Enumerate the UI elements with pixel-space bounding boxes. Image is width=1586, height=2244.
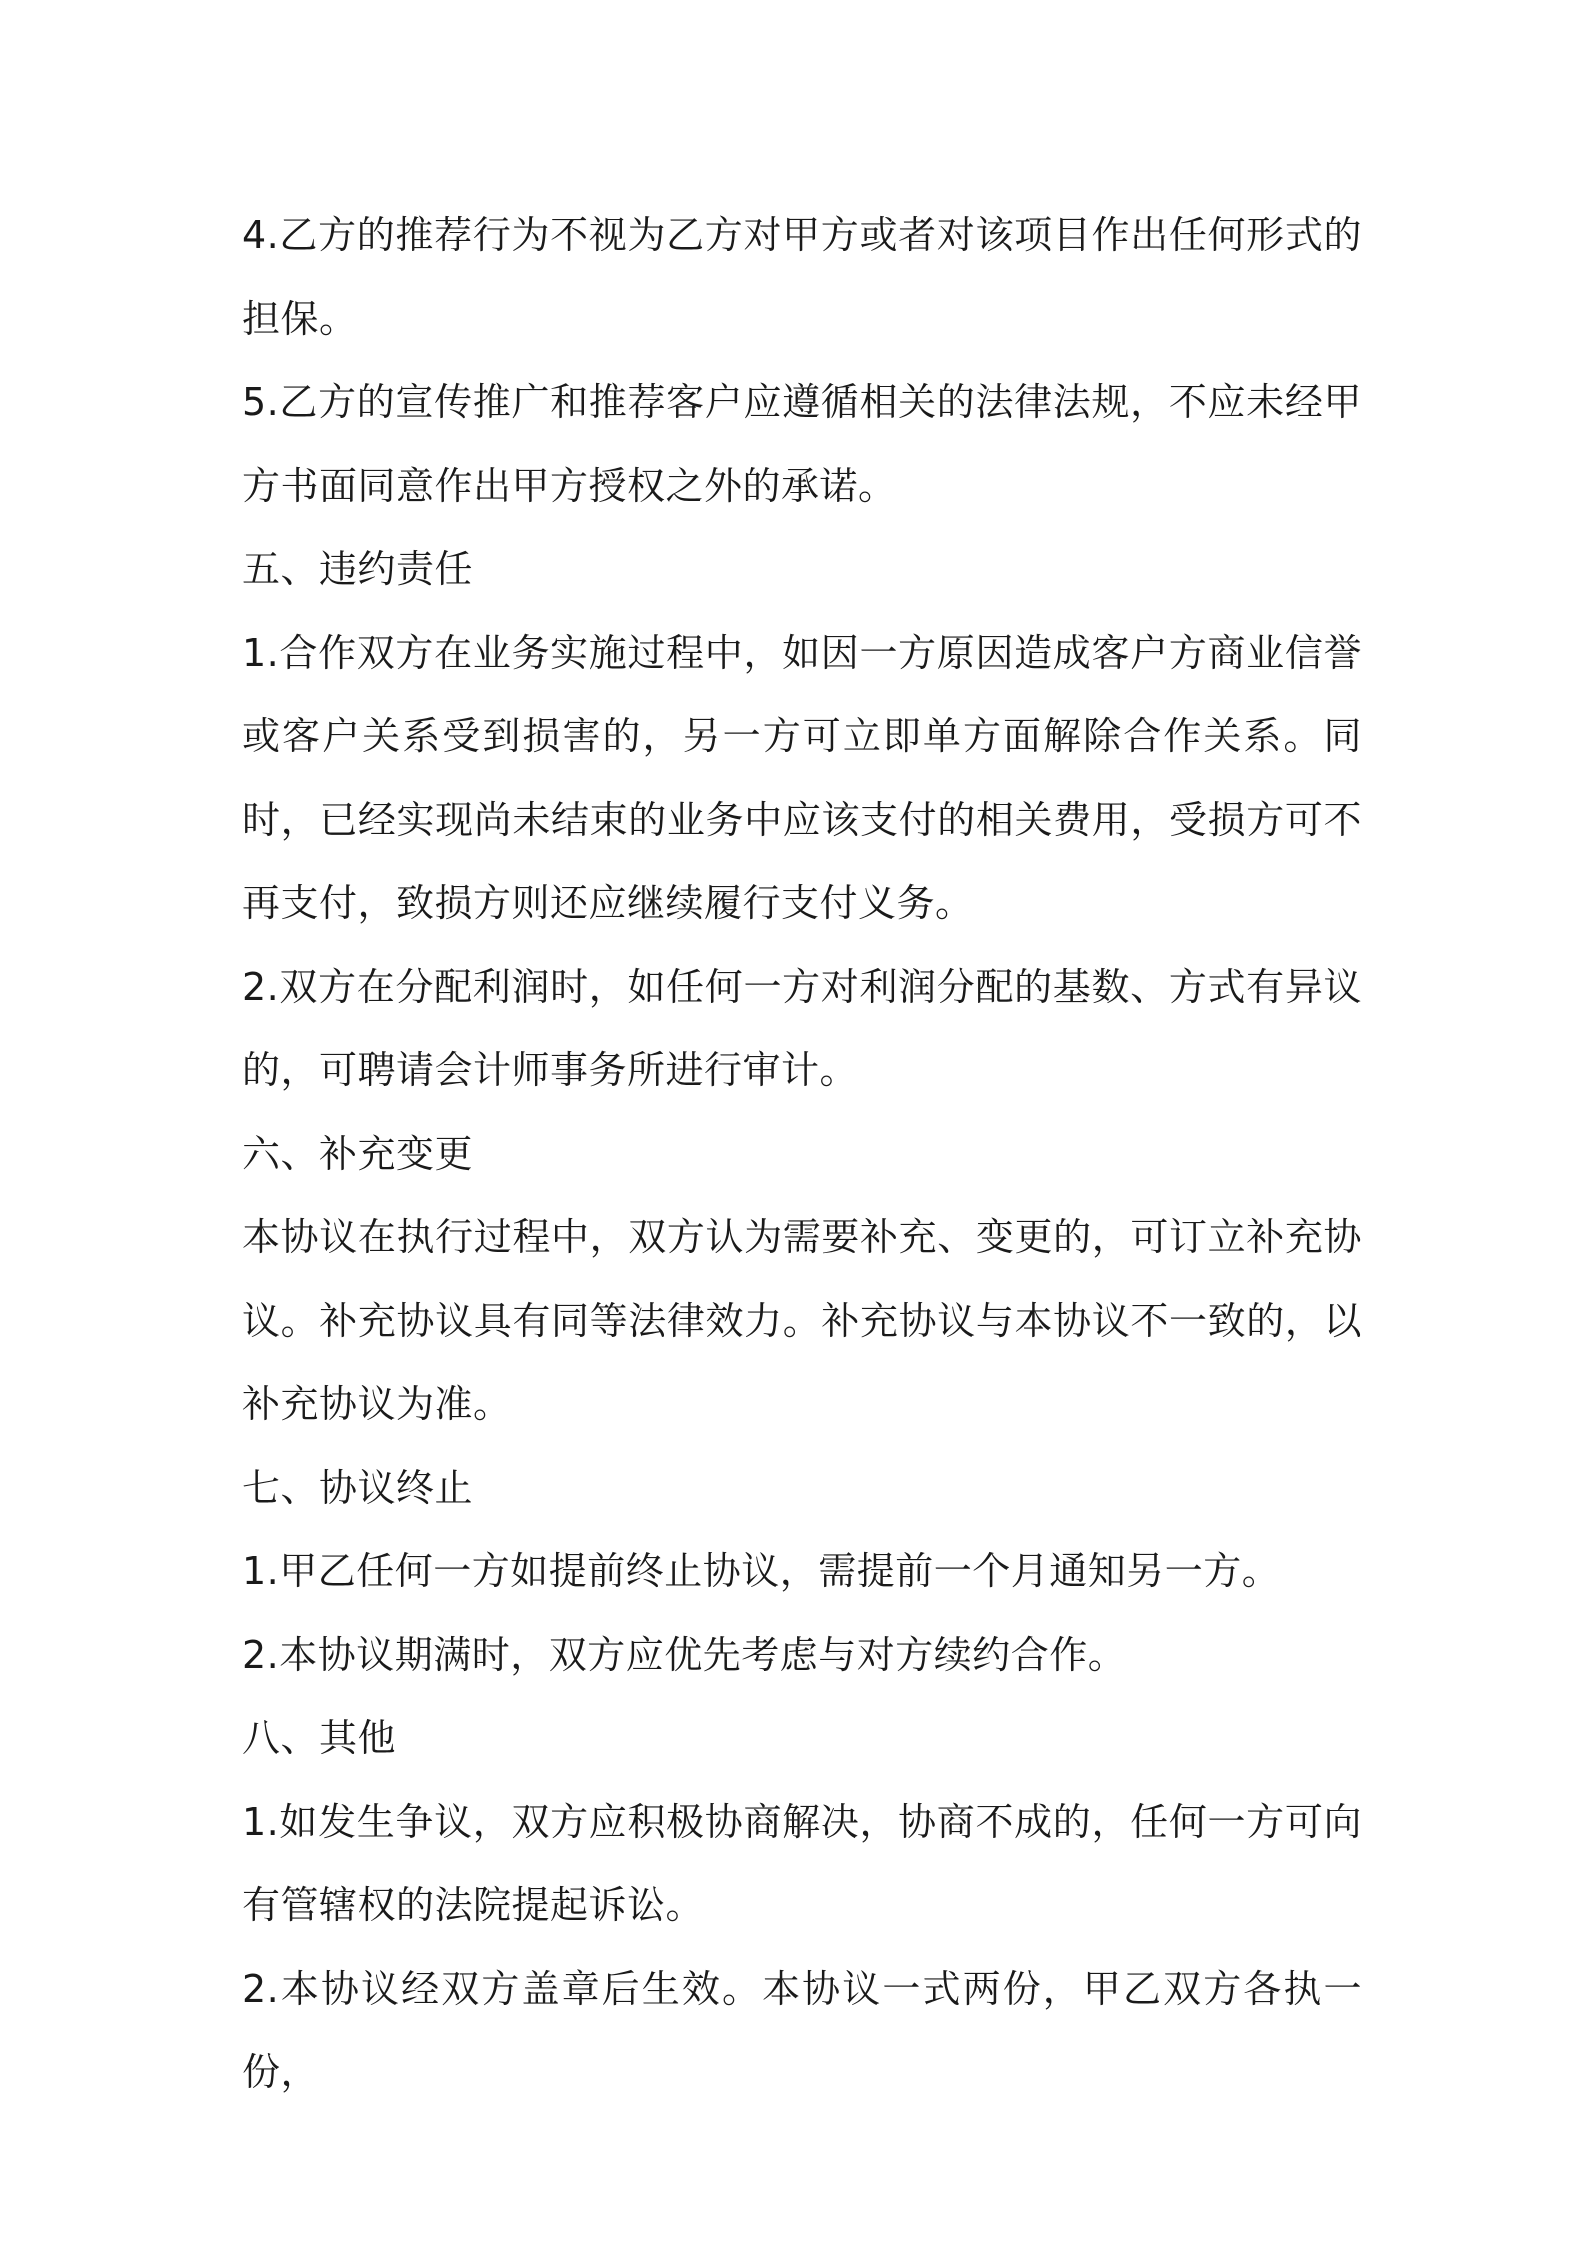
clause-5-promotion: 5.乙方的宣传推广和推荐客户应遵循相关的法律法规，不应未经甲方书面同意作出甲方授权之外的承诺。 [242,380,1362,508]
termination-clause-1: 1.甲乙任何一方如提前终止协议，需提前一个月通知另一方。 [242,1549,1281,1593]
breach-clause-2: 2.双方在分配利润时，如任何一方对利润分配的基数、方式有异议的，可聘请会计师事务所进行审计。 [242,964,1362,1092]
section-heading-breach: 五、违约责任 [242,547,474,591]
termination-clause-2: 2.本协议期满时，双方应优先考虑与对方续约合作。 [242,1632,1127,1677]
document-body [242,194,1362,2115]
section-heading-amendment: 六、补充变更 [242,1131,474,1176]
other-clause-1: 1.如发生争议，双方应积极协商解决，协商不成的，任何一方可向有管辖权的法院提起诉讼。 [242,1799,1362,1927]
other-clause-2: 2.本协议经双方盖章后生效。本协议一式两份，甲乙双方各执一份， [242,1966,1362,2094]
section-heading-termination: 七、协议终止 [242,1465,474,1510]
amendment-clause: 本协议在执行过程中，双方认为需要补充、变更的，可订立补充协议。补充协议具有同等法律效力。补充协议与本协议不一致的，以补充协议为准。 [242,1215,1362,1426]
section-heading-other: 八、其他 [242,1716,397,1760]
breach-clause-1: 1.合作双方在业务实施过程中，如因一方原因造成客户方商业信誉或客户关系受到损害的，另一方可立即单方面解除合作关系。同时，已经实现尚未结束的业务中应该支付的相关费用，受损方可不再支付，致损方则还应继续履行支付义务。 [242,630,1362,925]
clause-4-guarantee: 4.乙方的推荐行为不视为乙方对甲方或者对该项目作出任何形式的担保。 [242,213,1362,341]
